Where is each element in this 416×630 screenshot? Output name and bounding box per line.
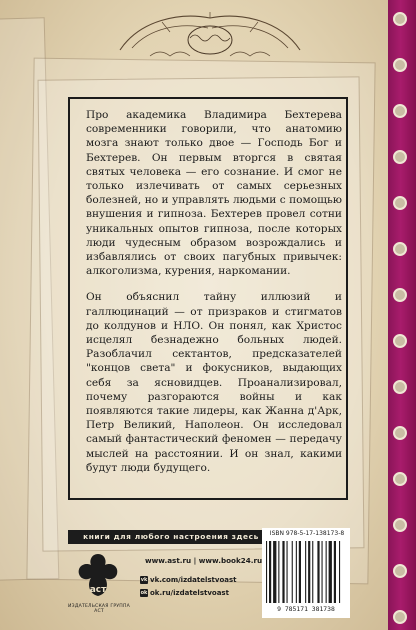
barcode-bar: [299, 541, 301, 603]
vk-icon: vk: [140, 577, 148, 583]
spine-stitch: [393, 426, 407, 440]
ok-link: [140, 589, 229, 597]
annotation-paragraph-1: Про академика Владимира Бехтерева современники говорили, что анатомию мозга знают только двое — Господь Бог и Бехтерев. Он первым вторгся в святая святых человека — его сознание. И смог не только излечивать от самых серьезных болезней, но и управлять людьми с помощью внушения и гипноза. Бехтерев провел сотни уникальных опытов гипноза, после которых люди чудесным образом возрождались и избавлялись от своих пагубных привычек: алкоголизма, курения, наркомании.: [86, 109, 342, 278]
barcode-bar: [326, 541, 327, 603]
barcode-bar: [266, 541, 267, 603]
barcode: [266, 541, 348, 603]
barcode-bar: [312, 541, 313, 603]
ok-icon: ok: [140, 590, 148, 596]
publisher-websites: www.ast.ru | www.book24.ru: [145, 556, 263, 565]
spine-stitch: [393, 196, 407, 210]
spine-stitch: [393, 334, 407, 348]
barcode-bar: [269, 541, 271, 603]
ast-logo: [73, 552, 123, 600]
magenta-spine: [388, 0, 416, 630]
spine-stitch: [393, 288, 407, 302]
barcode-bar: [322, 541, 323, 603]
spine-stitch: [393, 564, 407, 578]
vk-link: [140, 576, 237, 584]
barcode-bar: [296, 541, 297, 603]
barcode-bar: [308, 541, 310, 603]
barcode-bar: [287, 541, 288, 603]
barcode-bar: [339, 541, 340, 603]
publisher-caption: ИЗДАТЕЛЬСКАЯ ГРУППА АСТ: [68, 604, 130, 614]
barcode-bar: [273, 541, 276, 603]
annotation-paragraph-2: Он объяснил тайну иллюзий и галлюцинаций — от призраков и стигматов до колдунов и НЛО. Он понял, как Христос исцелял безнадежно больных людей. Разоблачил сектантов, предсказателей "концов света" и фокусников, выдающих себя за ясновидцев. Проанализировал, почему разгораются войны и как появляются такие лидеры, как Жанна д'Арк, Петр Великий, Наполеон. Он исследовал самый фантастический феномен — передачу мыслей на расстоянии. И он знал, какими будут люди будущего.: [86, 291, 342, 474]
spine-stitch: [393, 58, 407, 72]
barcode-bar: [317, 541, 319, 603]
barcode-bar: [292, 541, 293, 603]
spine-stitch: [393, 104, 407, 118]
barcode-bar: [334, 541, 336, 603]
spine-stitch: [393, 472, 407, 486]
barcode-bar: [305, 541, 306, 603]
barcode-digits: 9 785171 381738: [277, 605, 335, 613]
publisher-slogan: книги для любого настроения здесь: [68, 530, 274, 544]
brain-sketch-illustration: [110, 10, 310, 64]
annotation-text: [86, 108, 342, 487]
spine-stitch: [393, 610, 407, 624]
barcode-bar: [278, 541, 279, 603]
spine-stitch: [393, 380, 407, 394]
isbn: ISBN 978-5-17-138173-8: [269, 530, 345, 537]
vk-url: vk.com/izdatelstvoast: [150, 576, 237, 584]
spine-stitch: [393, 150, 407, 164]
spine-stitch: [393, 518, 407, 532]
spine-stitch: [393, 12, 407, 26]
spine-stitch: [393, 242, 407, 256]
barcode-bar: [282, 541, 284, 603]
ok-url: ok.ru/izdatelstvoast: [150, 589, 229, 597]
logo-text: аст: [89, 585, 107, 595]
barcode-bar: [329, 541, 332, 603]
